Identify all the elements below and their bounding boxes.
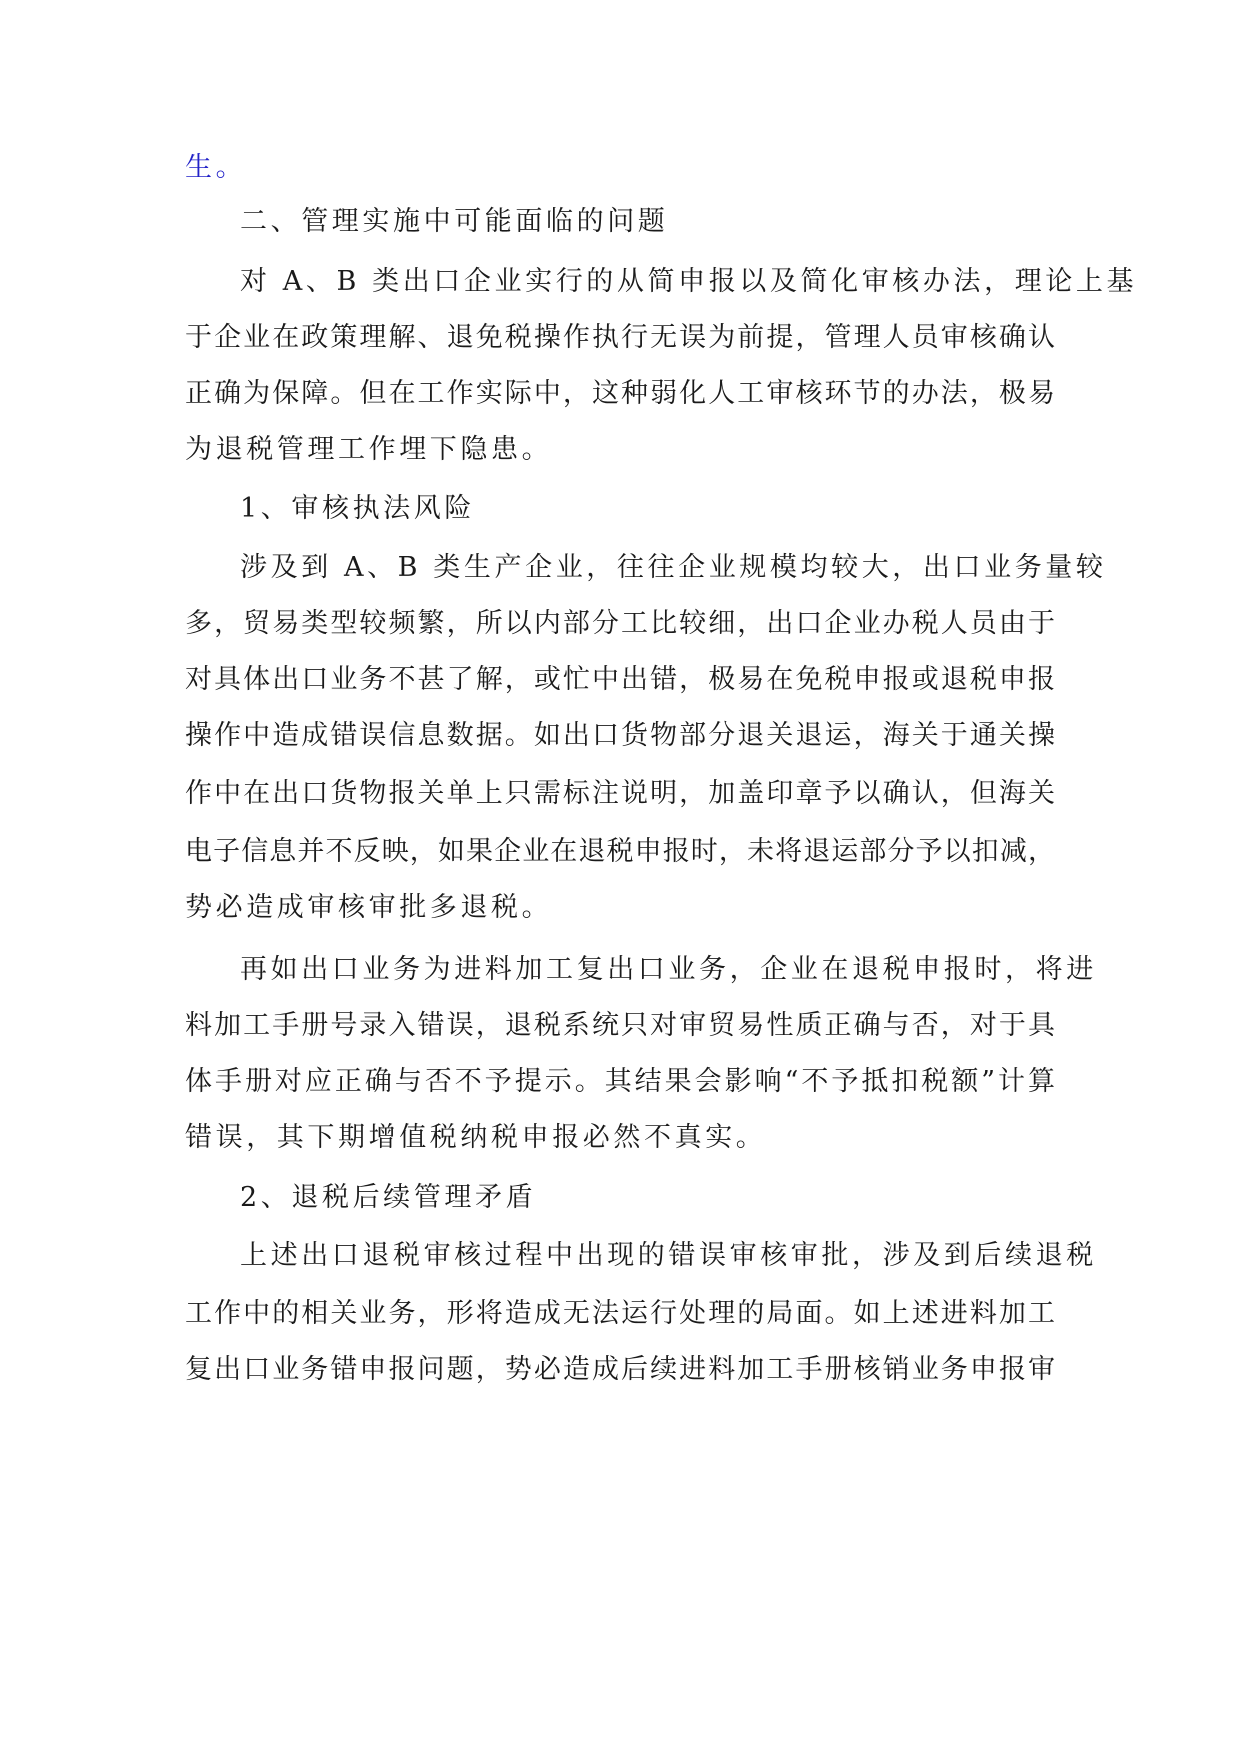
paragraph-line: 电子信息并不反映，如果企业在退税申报时，未将退运部分予以扣减，	[185, 836, 1055, 867]
paragraph-line: 作中在出口货物报关单上只需标注说明，加盖印章予以确认，但海关	[185, 778, 1055, 809]
paragraph-line: 正确为保障。但在工作实际中，这种弱化人工审核环节的办法，极易	[185, 378, 1055, 409]
paragraph-line: 对具体出口业务不甚了解，或忙中出错，极易在免税申报或退税申报	[185, 664, 1055, 695]
paragraph-line: 体手册对应正确与否不予提示。其结果会影响“不予抵扣税额”计算	[185, 1066, 1055, 1097]
paragraph-line: 料加工手册号录入错误，退税系统只对审贸易性质正确与否，对于具	[185, 1010, 1055, 1041]
paragraph-line: 对 A、B 类出口企业实行的从简申报以及简化审核办法，理论上基	[240, 266, 1138, 297]
paragraph-line: 于企业在政策理解、退免税操作执行无误为前提，管理人员审核确认	[185, 322, 1055, 353]
paragraph-line: 再如出口业务为进料加工复出口业务，企业在退税申报时，将进	[240, 954, 1097, 985]
paragraph-line: 操作中造成错误信息数据。如出口货物部分退关退运，海关于通关操	[185, 720, 1055, 751]
paragraph-line: 势必造成审核审批多退税。	[185, 892, 553, 923]
subsection-heading: 2、退税后续管理矛盾	[240, 1182, 537, 1213]
paragraph-line: 错误，其下期增值税纳税申报必然不真实。	[185, 1122, 767, 1153]
paragraph-line: 复出口业务错申报问题，势必造成后续进料加工手册核销业务申报审	[185, 1354, 1055, 1385]
paragraph-line: 涉及到 A、B 类生产企业，往往企业规模均较大，出口业务量较	[240, 552, 1107, 583]
paragraph-line: 工作中的相关业务，形将造成无法运行处理的局面。如上述进料加工	[185, 1298, 1055, 1329]
paragraph-line: 多，贸易类型较频繁，所以内部分工比较细，出口企业办税人员由于	[185, 608, 1055, 639]
continued-line: 生。	[185, 152, 247, 183]
subsection-heading: 1、审核执法风险	[240, 493, 475, 524]
paragraph-line: 为退税管理工作埋下隐患。	[185, 434, 553, 465]
section-heading: 二、管理实施中可能面临的问题	[240, 206, 669, 237]
paragraph-line: 上述出口退税审核过程中出现的错误审核审批，涉及到后续退税	[240, 1240, 1097, 1271]
